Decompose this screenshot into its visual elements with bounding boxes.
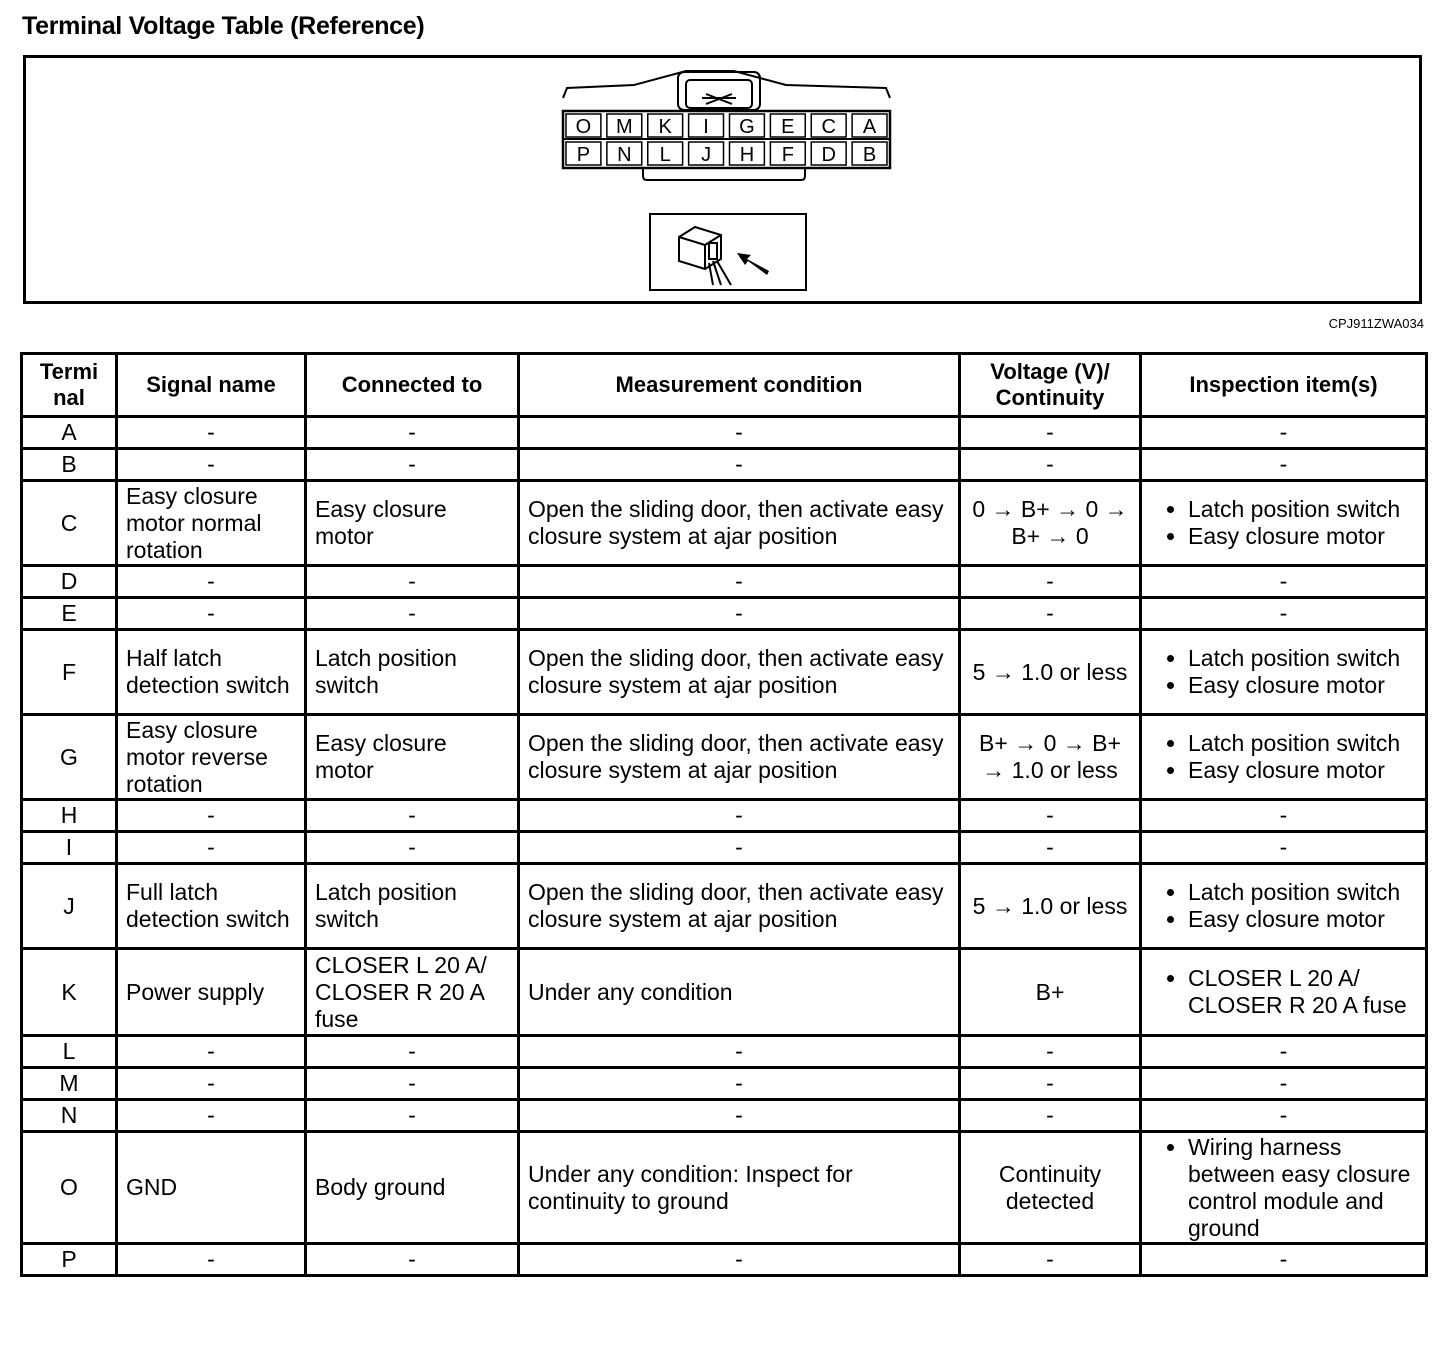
table-row (22, 1132, 1427, 1244)
connector-pin-label: C (821, 116, 836, 138)
table-row (22, 832, 1427, 864)
cell-terminal: I (22, 832, 117, 864)
table-row (22, 417, 1427, 449)
cell-inspection-items: - (1141, 1068, 1427, 1100)
cell-measurement-condition: Under any condition (519, 949, 960, 1036)
cell-inspection-items: - (1141, 832, 1427, 864)
inspection-list (1150, 730, 1417, 784)
cell-measurement-condition: Open the sliding door, then activate easy closure system at ajar position (519, 715, 960, 800)
inspection-item: • Wiring harness between easy closure control module and ground (1188, 1134, 1417, 1242)
cell-connected-to: Easy closure motor (306, 481, 519, 566)
cell-terminal: H (22, 800, 117, 832)
inspection-list (1150, 965, 1417, 1019)
table-row (22, 630, 1427, 715)
cell-connected-to: - (306, 1100, 519, 1132)
cell-signal-name: - (117, 1036, 306, 1068)
connector-latch (678, 72, 760, 110)
cell-inspection-items (1141, 949, 1427, 1036)
table-row (22, 598, 1427, 630)
cell-connected-to: - (306, 417, 519, 449)
connector-pin-label: E (781, 116, 795, 138)
table-row (22, 1036, 1427, 1068)
cell-measurement-condition: - (519, 566, 960, 598)
table-row (22, 800, 1427, 832)
connector-pin-label: I (703, 116, 709, 138)
cell-voltage: 0 → B+ → 0 → B+ → 0 (960, 481, 1141, 566)
cell-voltage: - (960, 417, 1141, 449)
cell-signal-name: - (117, 1244, 306, 1276)
cell-signal-name: Full latch detection switch (117, 864, 306, 949)
connector-pin-label: F (781, 144, 794, 166)
cell-connected-to: CLOSER L 20 A/ CLOSER R 20 A fuse (306, 949, 519, 1036)
terminal-voltage-table (20, 352, 1428, 1277)
cell-connected-to: Latch position switch (306, 630, 519, 715)
cell-inspection-items (1141, 715, 1427, 800)
connector-pin-label: D (821, 144, 836, 166)
cell-inspection-items: - (1141, 800, 1427, 832)
connector-pin-label: G (739, 116, 755, 138)
inspection-list (1150, 496, 1417, 550)
cell-terminal: M (22, 1068, 117, 1100)
cell-inspection-items: - (1141, 1100, 1427, 1132)
cell-voltage: - (960, 832, 1141, 864)
connector-pin-label: P (576, 144, 591, 166)
cell-terminal: J (22, 864, 117, 949)
table-row (22, 715, 1427, 800)
cell-connected-to: Easy closure motor (306, 715, 519, 800)
cell-terminal: P (22, 1244, 117, 1276)
cell-inspection-items: - (1141, 417, 1427, 449)
connector-pin-label: J (701, 144, 712, 166)
cell-signal-name: - (117, 1068, 306, 1100)
cell-connected-to: Latch position switch (306, 864, 519, 949)
cell-inspection-items: - (1141, 449, 1427, 481)
cell-signal-name: - (117, 1100, 306, 1132)
connector-pin-label: L (659, 144, 671, 166)
connector-figure (23, 55, 1422, 304)
cell-voltage: B+ → 0 → B+ → 1.0 or less (960, 715, 1141, 800)
connector-bottom-tab (643, 168, 805, 180)
cell-measurement-condition: - (519, 449, 960, 481)
connector-housing-outline (563, 71, 890, 98)
cell-signal-name: - (117, 417, 306, 449)
cell-voltage: 5 → 1.0 or less (960, 864, 1141, 949)
cell-connected-to: - (306, 1068, 519, 1100)
connector-pin-label: M (615, 116, 633, 138)
cell-measurement-condition: - (519, 1036, 960, 1068)
cell-voltage: Continuity detected (960, 1132, 1141, 1244)
cell-signal-name: - (117, 598, 306, 630)
cell-measurement-condition: - (519, 1244, 960, 1276)
cell-measurement-condition: Open the sliding door, then activate easy closure system at ajar position (519, 481, 960, 566)
cell-measurement-condition: - (519, 800, 960, 832)
cell-signal-name: - (117, 449, 306, 481)
inspection-item: • CLOSER L 20 A/ CLOSER R 20 A fuse (1188, 965, 1417, 1019)
header-measurement-condition: Measurement condition (519, 354, 960, 417)
inspection-item: • Easy closure motor (1188, 757, 1417, 784)
cell-inspection-items (1141, 1132, 1427, 1244)
cell-connected-to: - (306, 832, 519, 864)
cell-connected-to: - (306, 1036, 519, 1068)
cell-signal-name: - (117, 832, 306, 864)
cell-terminal: L (22, 1036, 117, 1068)
cell-signal-name: - (117, 566, 306, 598)
inspection-item: • Latch position switch (1188, 879, 1417, 906)
cell-signal-name: Easy closure motor normal rotation (117, 481, 306, 566)
inspection-item: • Easy closure motor (1188, 523, 1417, 550)
table-row (22, 1244, 1427, 1276)
cell-inspection-items: - (1141, 598, 1427, 630)
header-voltage-continuity: Voltage (V)/ Continuity (960, 354, 1141, 417)
connector-pin-label: H (739, 144, 755, 166)
cell-measurement-condition: - (519, 417, 960, 449)
cell-measurement-condition: Under any condition: Inspect for continuity to ground (519, 1132, 960, 1244)
table-row (22, 949, 1427, 1036)
cell-terminal: B (22, 449, 117, 481)
inspection-item: • Easy closure motor (1188, 672, 1417, 699)
inspection-list (1150, 1134, 1417, 1242)
cell-signal-name: Easy closure motor reverse rotation (117, 715, 306, 800)
cell-voltage: - (960, 1100, 1141, 1132)
cell-voltage: - (960, 449, 1141, 481)
cell-inspection-items: - (1141, 1036, 1427, 1068)
header-connected-to: Connected to (306, 354, 519, 417)
cell-voltage: - (960, 1244, 1141, 1276)
cell-terminal: O (22, 1132, 117, 1244)
cell-terminal: F (22, 630, 117, 715)
cell-inspection-items (1141, 864, 1427, 949)
cell-connected-to: Body ground (306, 1132, 519, 1244)
cell-voltage: - (960, 598, 1141, 630)
inspection-list (1150, 879, 1417, 933)
connector-pin-label: N (617, 144, 632, 166)
header-inspection-items: Inspection item(s) (1141, 354, 1427, 417)
cell-voltage: - (960, 1036, 1141, 1068)
table-header-row (22, 354, 1427, 417)
inspection-item: • Easy closure motor (1188, 906, 1417, 933)
cell-inspection-items: - (1141, 566, 1427, 598)
cell-connected-to: - (306, 449, 519, 481)
connector-pin-label: B (862, 144, 877, 166)
cell-terminal: C (22, 481, 117, 566)
connector-pin-label: O (575, 116, 592, 138)
cell-voltage: - (960, 800, 1141, 832)
cell-terminal: G (22, 715, 117, 800)
cell-measurement-condition: - (519, 832, 960, 864)
cell-measurement-condition: - (519, 598, 960, 630)
cell-measurement-condition: Open the sliding door, then activate easy closure system at ajar position (519, 864, 960, 949)
cell-connected-to: - (306, 1244, 519, 1276)
cell-inspection-items (1141, 630, 1427, 715)
cell-connected-to: - (306, 598, 519, 630)
table-row (22, 566, 1427, 598)
table-row (22, 449, 1427, 481)
inspection-item: • Latch position switch (1188, 645, 1417, 672)
connector-pin-label: K (658, 116, 672, 138)
inspection-item: • Latch position switch (1188, 730, 1417, 757)
cell-inspection-items: - (1141, 1244, 1427, 1276)
cell-voltage: - (960, 1068, 1141, 1100)
cell-signal-name: GND (117, 1132, 306, 1244)
figure-code: CPJ911ZWA034 (1328, 316, 1424, 331)
cell-terminal: K (22, 949, 117, 1036)
cell-inspection-items (1141, 481, 1427, 566)
inspection-item: • Latch position switch (1188, 496, 1417, 523)
cell-terminal: N (22, 1100, 117, 1132)
table-row (22, 1068, 1427, 1100)
cell-signal-name: Power supply (117, 949, 306, 1036)
header-terminal: Termi nal (22, 354, 117, 417)
table-row (22, 481, 1427, 566)
cell-connected-to: - (306, 566, 519, 598)
inspection-list (1150, 645, 1417, 699)
harness-side-view-icon (649, 213, 807, 291)
page-title: Terminal Voltage Table (Reference) (22, 12, 425, 40)
header-signal-name: Signal name (117, 354, 306, 417)
cell-terminal: A (22, 417, 117, 449)
cell-measurement-condition: - (519, 1100, 960, 1132)
cell-measurement-condition: Open the sliding door, then activate easy closure system at ajar position (519, 630, 960, 715)
cell-terminal: D (22, 566, 117, 598)
cell-connected-to: - (306, 800, 519, 832)
cell-signal-name: Half latch detection switch (117, 630, 306, 715)
connector-pin-label: A (862, 116, 877, 138)
cell-voltage: 5 → 1.0 or less (960, 630, 1141, 715)
table-row (22, 1100, 1427, 1132)
cell-terminal: E (22, 598, 117, 630)
cell-voltage: B+ (960, 949, 1141, 1036)
table-row (22, 864, 1427, 949)
cell-measurement-condition: - (519, 1068, 960, 1100)
cell-voltage: - (960, 566, 1141, 598)
cell-signal-name: - (117, 800, 306, 832)
